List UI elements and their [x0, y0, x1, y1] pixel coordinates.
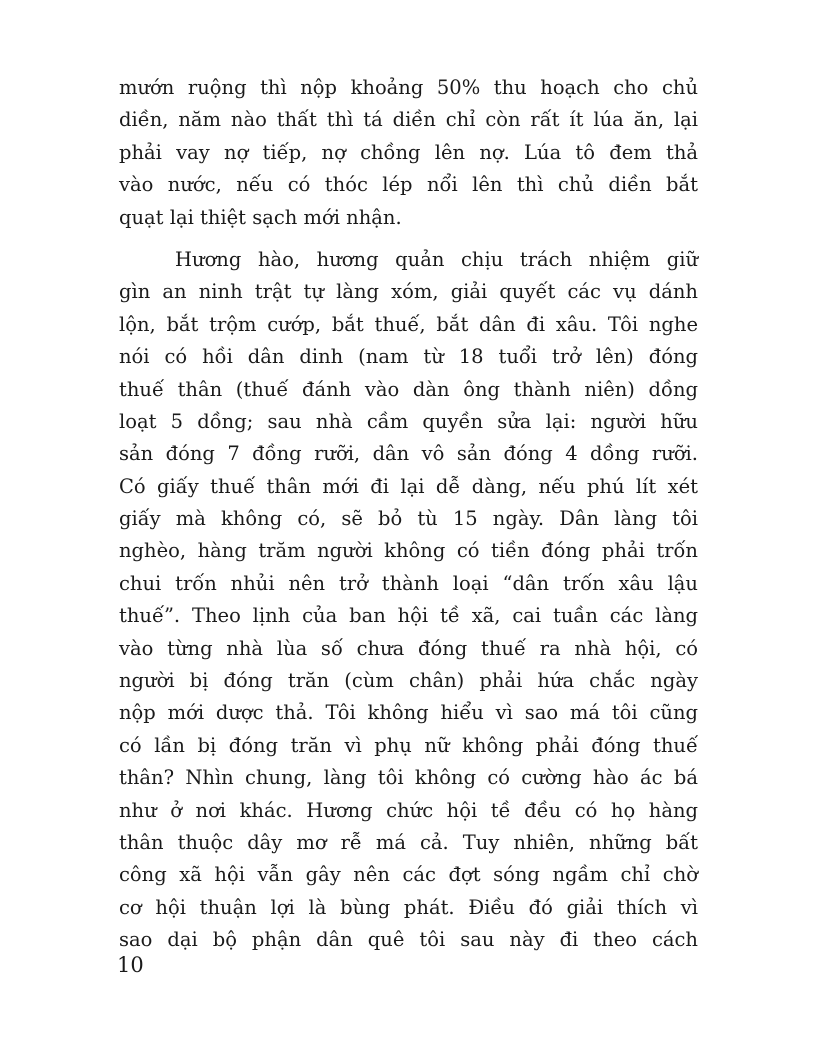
text-line: thân? Nhìn chung, làng tôi không có cường hào ác bá	[119, 766, 698, 790]
text-line: công xã hội vẫn gây nên các đợt sóng ngầm chỉ chờ	[119, 863, 698, 887]
text-line: thân thuộc dây mơ rễ má cả. Tuy nhiên, những bất	[119, 830, 698, 854]
text-line: cơ hội thuận lợi là bùng phát. Điều đó giải thích vì	[119, 895, 698, 919]
text-line: vào nước, nếu có thóc lép nổi lên thì chủ diền bắt	[119, 173, 698, 197]
paragraph-1	[119, 72, 698, 234]
text-line: người bị đóng trăn (cùm chân) phải hứa chắc ngày	[119, 669, 698, 693]
text-line: phải vay nợ tiếp, nợ chồng lên nợ. Lúa tô đem thả	[119, 140, 698, 164]
text-line: nói có hồi dân dinh (nam từ 18 tuổi trở lên) đóng	[119, 345, 698, 369]
text-line: chui trốn nhủi nên trở thành loại “dân trốn xâu lậu	[119, 571, 698, 595]
text-line: Hương hào, hương quản chịu trách nhiệm giữ	[175, 247, 698, 271]
text-line: mướn ruộng thì nộp khoảng 50% thu hoạch cho chủ	[119, 76, 698, 99]
text-line: lộn, bắt trộm cướp, bắt thuế, bắt dân đi xâu. Tôi nghe	[119, 312, 698, 336]
text-line: diền, năm nào thất thì tá diền chỉ còn rất ít lúa ăn, lại	[119, 108, 698, 132]
text-line: Có giấy thuế thân mới đi lại dễ dàng, nếu phú lít xét	[119, 474, 698, 498]
text-line: loạt 5 dồng; sau nhà cầm quyền sửa lại: người hữu	[119, 409, 698, 433]
paragraph-2	[119, 244, 698, 957]
text-line: có lần bị đóng trăn vì phụ nữ không phải đóng thuế	[119, 733, 698, 757]
text-line: nghèo, hàng trăm người không có tiền đóng phải trốn	[119, 539, 698, 563]
text-line: nộp mới dược thả. Tôi không hiểu vì sao má tôi cũng	[119, 701, 698, 725]
text-line: gìn an ninh trật tự làng xóm, giải quyết các vụ dánh	[119, 280, 698, 304]
text-line: thuế thân (thuế đánh vào dàn ông thành niên) dồng	[119, 377, 698, 401]
text-line: sao dại bộ phận dân quê tôi sau này đi theo cách	[119, 928, 698, 952]
text-line: thuế”. Theo lịnh của ban hội tề xã, cai tuần các làng	[119, 604, 698, 628]
text-line: vào từng nhà lùa số chưa đóng thuế ra nhà hội, có	[119, 636, 698, 660]
page-number: 10	[117, 953, 144, 977]
body-text	[119, 72, 698, 957]
text-line: quạt lại thiệt sạch mới nhận.	[119, 205, 402, 229]
text-line: sản đóng 7 đồng rưỡi, dân vô sản đóng 4 dồng rưỡi.	[119, 442, 698, 466]
text-line: giấy mà không có, sẽ bỏ tù 15 ngày. Dân làng tôi	[119, 507, 698, 531]
text-line: như ở nơi khác. Hương chức hội tề đều có họ hàng	[119, 798, 698, 822]
